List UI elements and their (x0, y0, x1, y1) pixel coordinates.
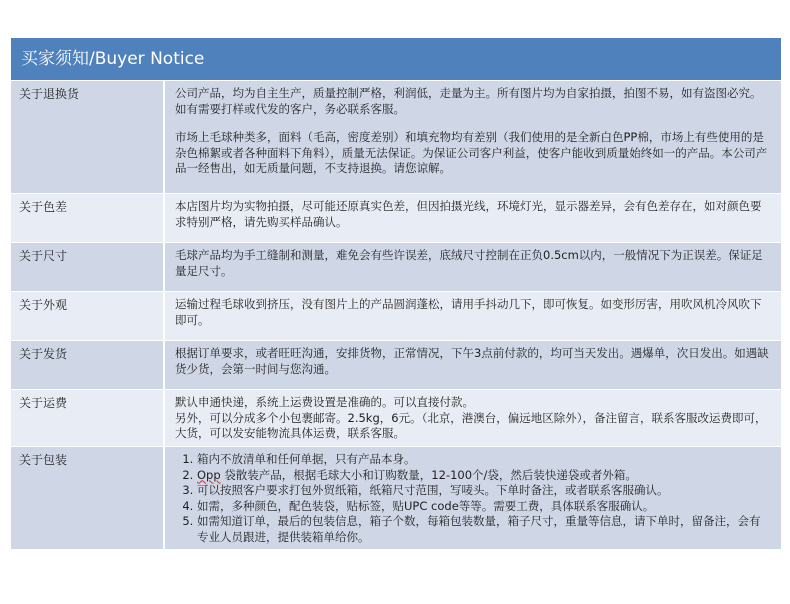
list-item: 1. 箱内不放清单和任何单据，只有产品本身。 (197, 452, 771, 468)
section-returns (11, 80, 781, 193)
returns-paragraph-2: 市场上毛球种类多，面料（毛高，密度差别）和填充物均有差别（我们使用的是全新白色PP棉，市场上有些使用的是杂色棉絮或者各种面料下角料），质量无法保证。为保证公司客户利益，使客户能收到质量始终如一的产品。本公司产品一经售出，如无质量问题，不支持退换。请您谅解。 (175, 130, 768, 175)
opp-word: Opp (197, 467, 221, 482)
section-label: 关于运费 (11, 390, 165, 446)
section-color (11, 193, 781, 242)
section-content: 运输过程毛球收到挤压，没有图片上的产品圆润蓬松，请用手抖动几下，即可恢复。如变形厉害，用吹风机冷风吹下即可。 (175, 297, 762, 327)
section-content (165, 81, 781, 193)
list-item: 4. 如需，多种颜色，配色装袋，贴标签，贴UPC code等等。需要工费，具体联系客服确认。 (197, 499, 771, 515)
section-label: 关于外观 (11, 292, 165, 340)
section-label: 关于退换货 (11, 81, 165, 193)
freight-line-2: 另外，可以分成多个小包裹邮寄。2.5kg，6元。（北京，港澳台，偏远地区除外），备注留言，联系客服改运费即可，大货，可以发安能物流具体运费，联系客服。 (175, 410, 767, 440)
section-content (165, 447, 781, 549)
notice-title: 买家须知/Buyer Notice (11, 38, 781, 80)
list-item: 3. 可以按照客户要求打包外贸纸箱，纸箱尺寸范围，写唛头。下单时备注，或者联系客服确认。 (197, 483, 771, 499)
section-size (11, 242, 781, 291)
list-item: 5. 如需知道订单，最后的包装信息，箱子个数，每箱包装数量，箱子尺寸，重量等信息，请下单时，留备注，会有专业人员跟进，提供装箱单给你。 (197, 514, 771, 545)
section-content: 毛球产品均为手工缝制和测量，难免会有些许误差，底绒尺寸控制在正负0.5cm以内，一般情况下为正误差。保证足量足尺寸。 (175, 248, 763, 278)
section-label: 关于色差 (11, 194, 165, 242)
section-shipping (11, 340, 781, 389)
section-freight (11, 389, 781, 446)
section-content: 根据订单要求，或者旺旺沟通，安排货物，正常情况，下午3点前付款的，均可当天发出。遇爆单，次日发出。如遇缺货少货，会第一时间与您沟通。 (175, 346, 769, 376)
packaging-list (175, 452, 771, 545)
section-packaging (11, 446, 781, 549)
returns-paragraph-1: 公司产品，均为自主生产，质量控制严格，利润低，走量为主。所有图片均为自家拍摄，拍图不易，如有盗图必究。如有需要打样或代发的客户，务必联系客服。 (175, 86, 762, 116)
section-content (165, 390, 781, 446)
list-item: 2. Opp 袋散装产品，根据毛球大小和订购数量，12-100个/袋，然后装快递袋或者外箱。 (197, 468, 771, 484)
section-appearance (11, 291, 781, 340)
section-label: 关于包装 (11, 447, 165, 549)
section-label: 关于尺寸 (11, 243, 165, 291)
section-label: 关于发货 (11, 341, 165, 389)
freight-line-1: 默认申通快递，系统上运费设置是准确的。可以直接付款。 (175, 395, 474, 409)
buyer-notice-table (11, 38, 781, 549)
section-content: 本店图片均为实物拍摄，尽可能还原真实色差，但因拍摄光线，环境灯光，显示器差异，会有色差存在，如对颜色要求特别严格，请先购买样品确认。 (175, 199, 762, 229)
